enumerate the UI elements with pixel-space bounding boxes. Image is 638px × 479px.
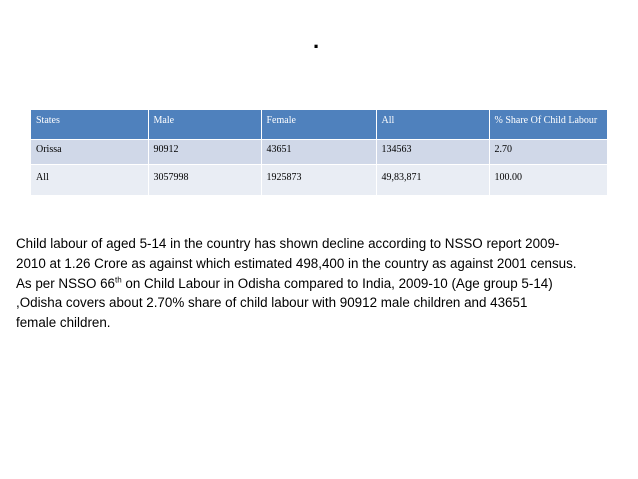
cell-female: 43651: [261, 140, 376, 165]
cell-state: All: [31, 165, 148, 196]
header-states: States: [31, 110, 148, 140]
child-labour-table: [31, 110, 607, 195]
table-row: [31, 165, 607, 196]
cell-male: 3057998: [148, 165, 261, 196]
cell-share: 100.00: [489, 165, 607, 196]
paragraph-line: 2010 at 1.26 Crore as against which estimated 498,400 in the country as against 2001 census.: [16, 255, 577, 271]
paragraph-text: As per NSSO 66: [16, 275, 115, 291]
description-paragraph: [16, 234, 626, 333]
table-row: [31, 140, 607, 165]
header-all: All: [376, 110, 489, 140]
paragraph-line: Child labour of aged 5-14 in the country has shown decline according to NSSO report 2009-: [16, 236, 560, 251]
cell-male: 90912: [148, 140, 261, 165]
paragraph-line: ,Odisha covers about 2.70% share of child labour with 90912 male children and 43651: [16, 295, 528, 311]
bullet-point: .: [313, 28, 320, 53]
ordinal-superscript: th: [115, 275, 122, 285]
header-share: % Share Of Child Labour: [489, 110, 607, 140]
cell-state: Orissa: [31, 140, 148, 165]
paragraph-line: female children.: [16, 315, 111, 331]
table-header-row: [31, 110, 607, 140]
cell-all: 49,83,871: [376, 165, 489, 196]
header-male: Male: [148, 110, 261, 140]
cell-all: 134563: [376, 140, 489, 165]
header-female: Female: [261, 110, 376, 140]
cell-share: 2.70: [489, 140, 607, 165]
paragraph-line: [16, 274, 626, 294]
paragraph-text: on Child Labour in Odisha compared to India, 2009-10 (Age group 5-14): [121, 275, 553, 291]
cell-female: 1925873: [261, 165, 376, 196]
